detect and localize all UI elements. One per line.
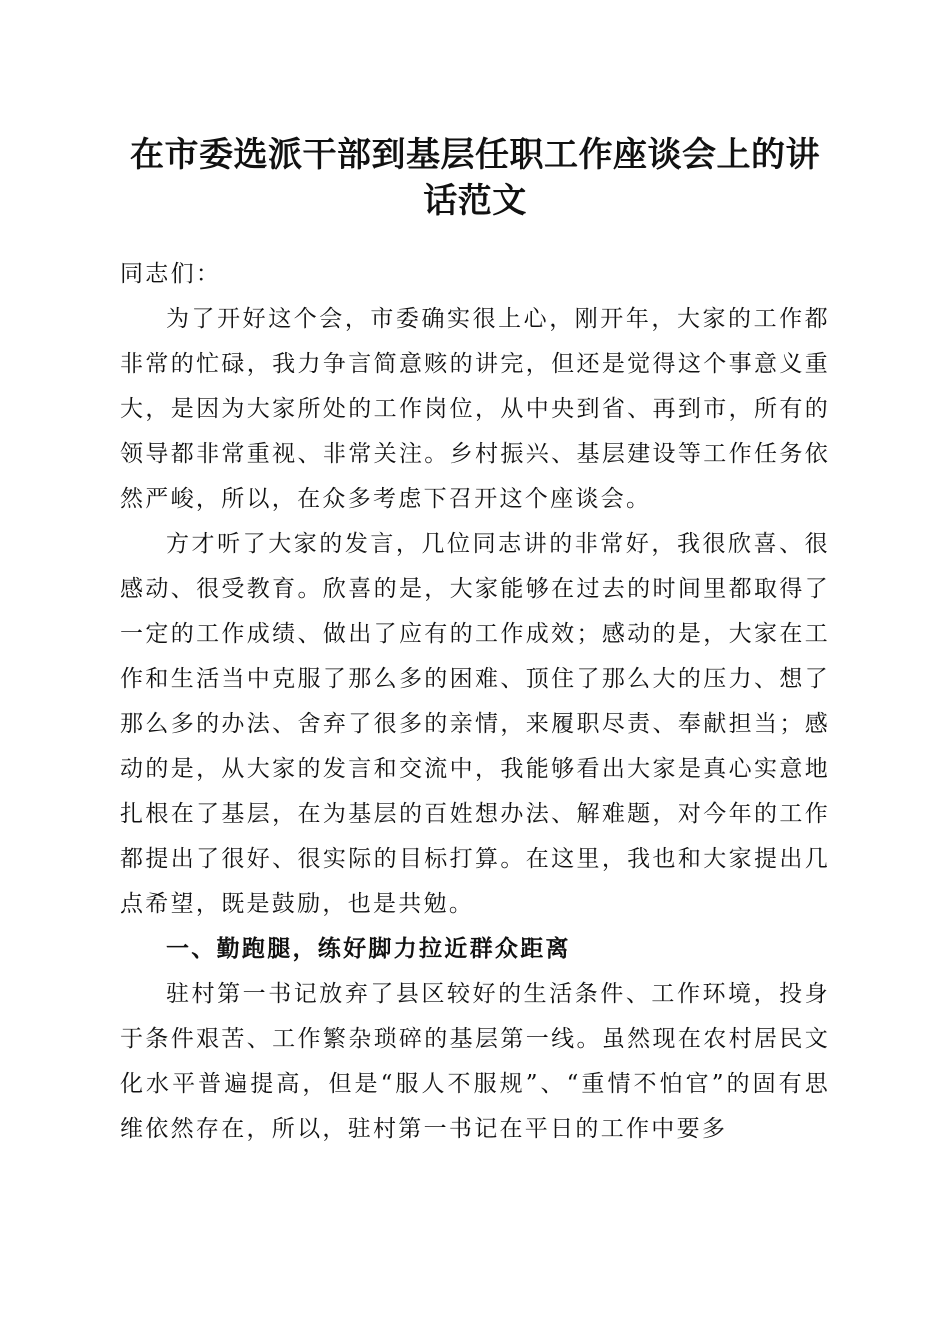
section-paragraph: 驻村第一书记放弃了县区较好的生活条件、工作环境，投身于条件艰苦、工作繁杂琐碎的基层第一线。虽然现在农村居民文化水平普遍提高，但是“服人不服规”、“重情不怕官”的固有思维依然存在，所以，驻村第一书记在平日的工作中要多 xyxy=(120,981,830,1142)
document-body xyxy=(120,252,830,1152)
paragraph-opening: 为了开好这个会，市委确实很上心，刚开年，大家的工作都非常的忙碌，我力争言简意赅的讲完，但还是觉得这个事意义重大，是因为大家所处的工作岗位，从中央到省、再到市，所有的领导都非常重视、非常关注。乡村振兴、基层建设等工作任务依然严峻，所以，在众多考虑下召开这个座谈会。 xyxy=(120,306,830,512)
salutation: 同志们： xyxy=(120,261,222,287)
section-heading: 一、勤跑腿，练好脚力拉近群众距离 xyxy=(166,936,571,962)
paragraph-feedback: 方才听了大家的发言，几位同志讲的非常好，我很欣喜、很感动、很受教育。欣喜的是，大家能够在过去的时间里都取得了一定的工作成绩、做出了应有的工作成效；感动的是，大家在工作和生活当中克服了那么多的困难、顶住了那么大的压力、想了那么多的办法、舍弃了很多的亲情，来履职尽责、奉献担当；感动的是，从大家的发言和交流中，我能够看出大家是真心实意地扎根在了基层，在为基层的百姓想办法、解难题，对今年的工作都提出了很好、很实际的目标打算。在这里，我也和大家提出几点希望，既是鼓励，也是共勉。 xyxy=(120,531,830,917)
document-title: 在市委选派干部到基层任职工作座谈会上的讲话范文 xyxy=(130,135,820,221)
